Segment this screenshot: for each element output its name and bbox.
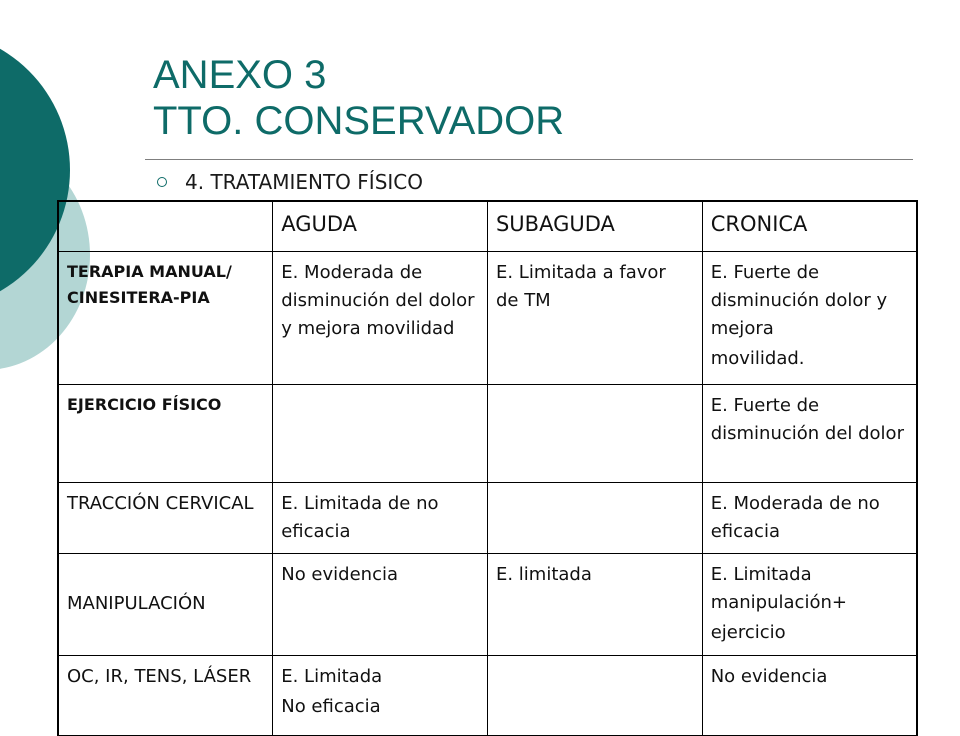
row-label — [58, 554, 273, 656]
table-row — [58, 385, 917, 483]
table-cell — [273, 385, 488, 483]
header-aguda: AGUDA — [273, 201, 488, 252]
table-cell: E. Moderada de disminución del dolor y mejora movilidad — [273, 252, 488, 385]
table-row — [58, 656, 917, 736]
row-label: TRACCIÓN CERVICAL — [58, 483, 273, 554]
table-cell: E. Limitada de no eficacia — [273, 483, 488, 554]
bullet-ring-icon — [157, 177, 167, 187]
table-cell — [487, 656, 702, 736]
table-cell: E. limitada — [487, 554, 702, 656]
bullet-text: 4. TRATAMIENTO FÍSICO — [185, 170, 423, 194]
title-divider — [145, 159, 913, 160]
table-cell: E. Fuerte de disminución del dolor — [702, 385, 917, 483]
table-cell: E. Moderada de no eficacia — [702, 483, 917, 554]
header-empty — [58, 201, 273, 252]
cell-line: No eficacia — [281, 696, 381, 717]
table-cell — [702, 252, 917, 385]
row-label: TERAPIA MANUAL/ CINESITERA-PIA — [58, 252, 273, 385]
table-cell: No evidencia — [273, 554, 488, 656]
table-cell — [487, 483, 702, 554]
table-cell: E. Limitada a favor de TM — [487, 252, 702, 385]
table-header-row — [58, 201, 917, 252]
header-subaguda: SUBAGUDA — [487, 201, 702, 252]
row-label: OC, IR, TENS, LÁSER — [58, 656, 273, 736]
cell-line: E. Fuerte de disminución dolor y mejora — [710, 262, 888, 339]
cell-line: movilidad. — [710, 348, 805, 369]
cell-line: E. Limitada — [281, 666, 383, 687]
treatment-table — [57, 200, 918, 736]
title-line-2: TTO. CONSERVADOR — [153, 99, 565, 143]
table-row — [58, 554, 917, 656]
cell-line: E. Limitada manipulación+ — [710, 564, 847, 613]
slide-title — [153, 52, 564, 144]
table-cell — [702, 554, 917, 656]
table-cell — [273, 656, 488, 736]
bullet-item — [157, 170, 423, 194]
row-label: EJERCICIO FÍSICO — [58, 385, 273, 483]
table-cell: No evidencia — [702, 656, 917, 736]
row-label-text: MANIPULACIÓN — [67, 593, 206, 614]
table-row — [58, 252, 917, 385]
title-line-1: ANEXO 3 — [153, 53, 327, 97]
table-row — [58, 483, 917, 554]
table-cell — [487, 385, 702, 483]
cell-line: ejercicio — [710, 622, 786, 643]
header-cronica: CRONICA — [702, 201, 917, 252]
